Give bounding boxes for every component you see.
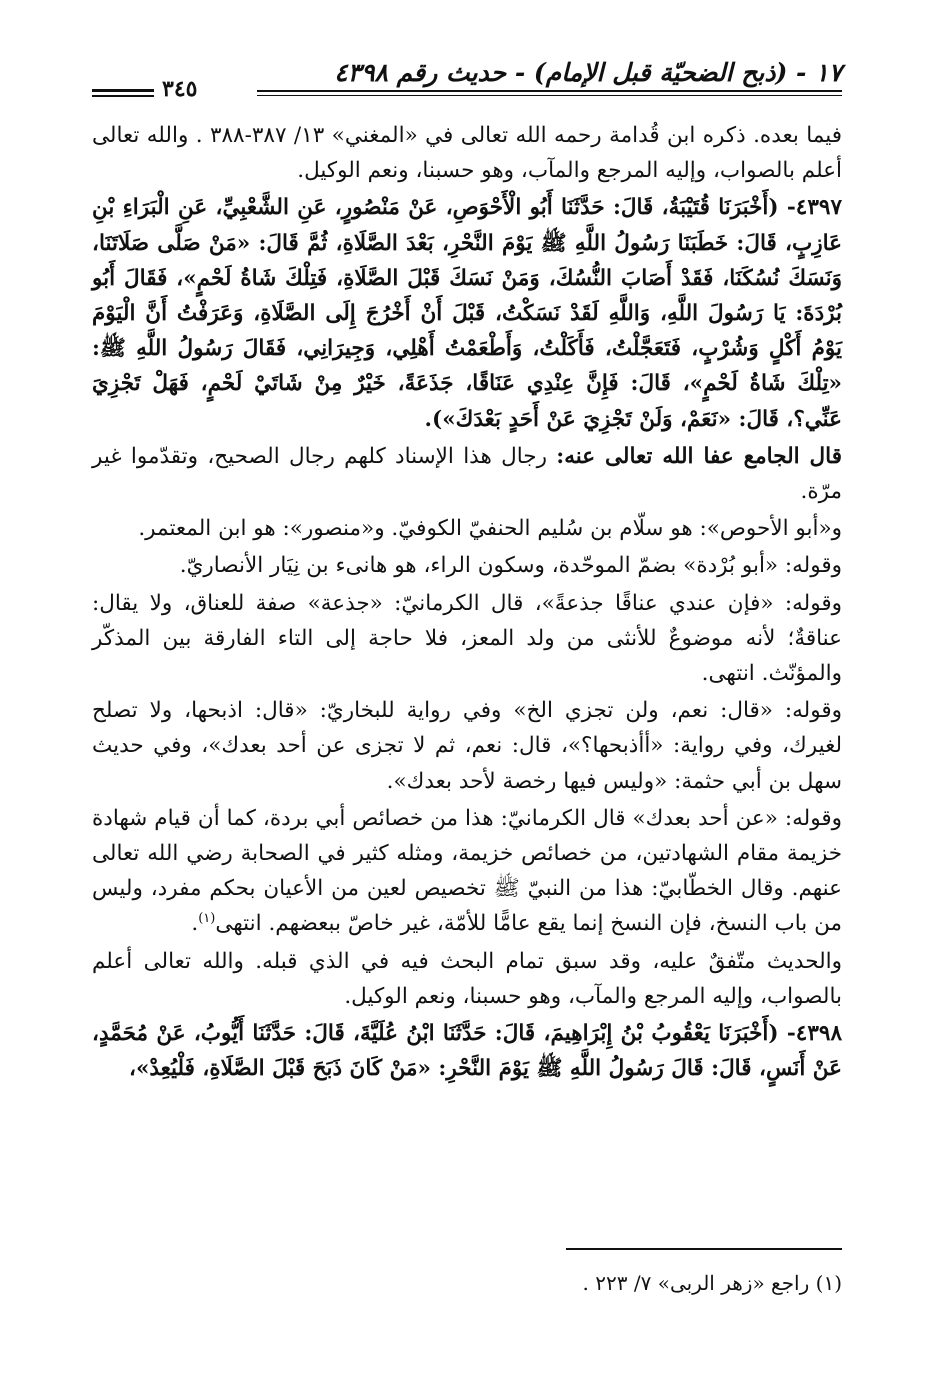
paragraph-text-end: . xyxy=(191,911,199,937)
hadith-4397 xyxy=(92,190,842,436)
paragraph-text: وقوله: «فإن عندي عناقًا جذعةً»، قال الكرمانيّ: «جذعة» صفة للعناق، ولا يقال: عناقةٌ؛ لأنه موضوعٌ للأنثى من ولد المعز، فلا حاجة إلى التاء الفارقة بين المذكّر والمؤنّث. انتهى. xyxy=(92,590,842,687)
paragraph-text: وقوله: «عن أحد بعدك» قال الكرمانيّ: هذا من خصائص أبي بردة، كما أن قيام شهادة خزيمة مقام الشهادتين، من خصائص خزيمة، ومثله كثير في الصحابة رضي الله تعالى عنهم. وقال الخطّابيّ: هذا من النبيّ ﷺ تخصيص لعين من الأعيان بحكم مفرد، وليس من باب النسخ، فإن النسخ إنما يقع عامًّا للأمّة، غير خاصّ ببعضهم. انتهى xyxy=(92,805,842,937)
paragraph-text: رجال هذا الإسناد كلهم رجال الصحيح، وتقدّموا غير مرّة. xyxy=(92,443,842,505)
footnote: (١) راجع «زهر الربى» ٧/ ٢٢٣ . xyxy=(582,1271,842,1295)
page-number-rule-thin xyxy=(92,95,154,97)
hadith-text: ٤٣٩٧- (أَخْبَرَنَا قُتَيْبَةُ، قَالَ: حَدَّثَنَا أَبُو الْأَحْوَصِ، عَنْ مَنْصُورٍ، عَنِ الشَّعْبِيِّ، عَنِ الْبَرَاءِ بْنِ عَازِبٍ، قَالَ: خَطَبَنَا رَسُولُ اللَّهِ ﷺ يَوْمَ النَّحْرِ، بَعْدَ الصَّلَاةِ، ثُمَّ قَالَ: «مَنْ صَلَّى صَلَاتَنَا، وَنَسَكَ نُسُكَنَا، فَقَدْ أَصَابَ النُّسُكَ، وَمَنْ نَسَكَ قَبْلَ الصَّلَاةِ، فَتِلْكَ شَاةُ لَحْمٍ»، فَقَالَ أَبُو بُرْدَةَ: يَا رَسُولَ اللَّهِ، وَاللَّهِ لَقَدْ نَسَكْتُ، قَبْلَ أَنْ أَخْرُجَ إِلَى الصَّلَاةِ، وَعَرَفْتُ أَنَّ الْيَوْمَ يَوْمُ أَكْلٍ وَشُرْبٍ، فَتَعَجَّلْتُ، فَأَكَلْتُ، وَأَطْعَمْتُ أَهْلِي، وَجِيرَانِي، فَقَالَ رَسُولُ اللَّهِ ﷺ: «تِلْكَ شَاةُ لَحْمٍ»، قَالَ: فَإِنَّ عِنْدِي عَنَاقًا، جَذَعَةً، خَيْرٌ مِنْ شَاتَيْ لَحْمٍ، فَهَلْ تَجْزِيَ عَنِّي؟، قَالَ: «نَعَمْ، وَلَنْ تَجْزِيَ عَنْ أَحَدٍ بَعْدَكَ»). xyxy=(92,195,842,432)
paragraph-text: وقوله: «أبو بُرْدة» بضمّ الموحّدة، وسكون الراء، هو هانىء بن نِيَار الأنصاريّ. xyxy=(179,553,842,579)
paragraph xyxy=(92,586,842,692)
paragraph-text: فيما بعده. ذكره ابن قُدامة رحمه الله تعالى في «المغني» ١٣/ ٣٨٧-٣٨٨ . والله تعالى أعلم بالصواب، وإليه المرجع والمآب، وهو حسبنا، ونعم الوكيل. xyxy=(92,123,842,184)
header-rule xyxy=(257,90,842,92)
paragraph-text: والحديث متّفقٌ عليه، وقد سبق تمام البحث فيه في الذي قبله. والله تعالى أعلم بالصواب، وإليه المرجع والمآب، وهو حسبنا، ونعم الوكيل. xyxy=(92,948,842,1009)
paragraph xyxy=(92,511,842,546)
paragraph-text: و«أبو الأحوص»: هو سلّام بن سُليم الحنفيّ الكوفيّ. و«منصور»: هو ابن المعتمر. xyxy=(138,516,842,542)
paragraph xyxy=(92,548,842,583)
page-number-rule xyxy=(92,89,154,92)
header-rule-thin xyxy=(257,95,842,96)
paragraph xyxy=(92,118,842,188)
paragraph-text: وقوله: «قال: نعم، ولن تجزي الخ» وفي رواية للبخاريّ: «قال: اذبحها، ولا تصلح لغيرك، وفي رواية: «أأذبحها؟»، قال: نعم، ثم لا تجزى عن أحد بعدك»، وفي حديث سهل بن أبي حثمة: «وليس فيها رخصة لأحد بعدك». xyxy=(92,698,842,794)
paragraph xyxy=(92,693,842,799)
header-title: ١٧ - (ذبح الضحيّة قبل الإمام) - حديث رقم ٤٣٩٨ xyxy=(334,58,842,87)
compiler-label: قال الجامع عفا الله تعالى عنه: xyxy=(556,443,843,469)
page-number: ٣٤٥ xyxy=(162,76,198,102)
running-header xyxy=(92,56,842,106)
footnote-separator xyxy=(566,1248,842,1250)
paragraph xyxy=(92,439,842,509)
hadith-4398 xyxy=(92,1016,842,1086)
paragraph xyxy=(92,944,842,1014)
body-text xyxy=(92,118,842,1086)
paragraph xyxy=(92,801,842,942)
footnote-marker[interactable]: (١) xyxy=(198,911,216,927)
hadith-text: ٤٣٩٨- (أَخْبَرَنَا يَعْقُوبُ بْنُ إِبْرَاهِيمَ، قَالَ: حَدَّثَنَا ابْنُ عُلَيَّةَ، قَالَ: حَدَّثَنَا أَيُّوبُ، عَنْ مُحَمَّدٍ، عَنْ أَنَسٍ، قَالَ: قَالَ رَسُولُ اللَّهِ ﷺ يَوْمَ النَّحْرِ: «مَنْ كَانَ ذَبَحَ قَبْلَ الصَّلَاةِ، فَلْيُعِدْ»، xyxy=(92,1021,842,1082)
